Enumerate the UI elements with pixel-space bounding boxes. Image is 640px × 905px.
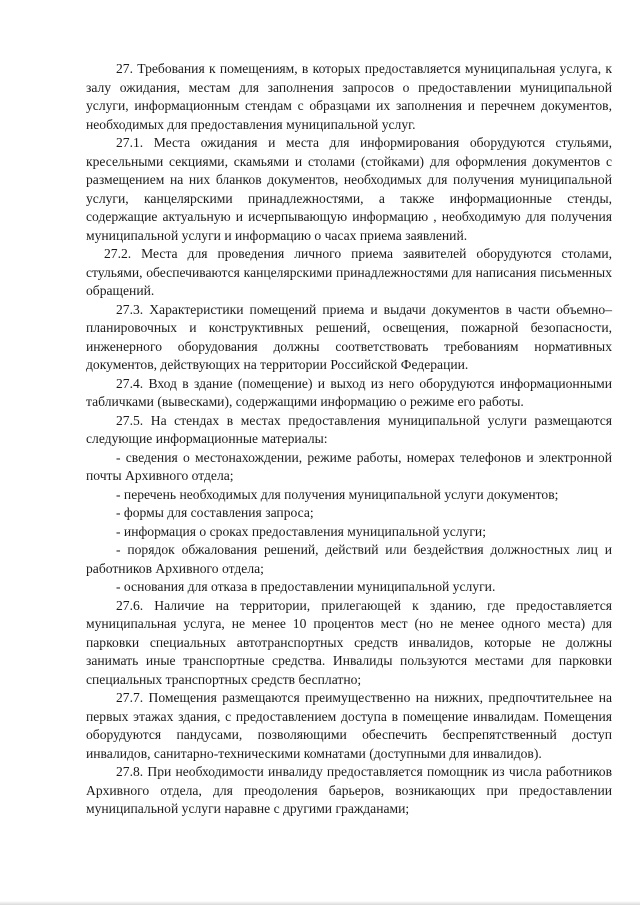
list-item: - формы для составления запроса; [116,505,314,520]
paragraph-27-8: 27.8. При необходимости инвалиду предоставляется помощник из числа работников Архивного отдела, для преодоления барьеров, возникающих при предоставлении муниципальной услуги наравне с другими гражданами; [86,764,612,816]
paragraph-27-7: 27.7. Помещения размещаются преимущественно на нижних, предпочтительнее на первых этажах здания, с предоставлением доступа в помещение инвалидам. Помещения оборудуются пандусами, позволяющими обеспечить беспрепятственный доступ инвалидов, санитарно-техническими комнатами (доступными для инвалидов). [86,690,612,761]
list-item: - информация о сроках предоставления муниципальной услуги; [116,523,486,539]
list-item: - сведения о местонахождении, режиме работы, номерах телефонов и электронной почты Архивного отдела; [86,449,612,483]
paragraph-27-6: 27.6. Наличие на территории, прилегающей к зданию, где предоставляется муниципальная услуга, не менее 10 процентов мест (но не менее одного места) для парковки специальных автотранспортных средств инвалидов, которые не должны занимать иные транспортные средства. Инвалиды пользуются местами для парковки специальных транспортных средств бесплатно; [86,597,612,687]
paragraph-27-1: 27.1. Места ожидания и места для информирования оборудуются стульями, кресельными секциями, скамьями и столами (стойками) для оформления документов с размещением на них бланков документов, необходимых для получения муниципальной услуги, канцелярскими принадлежностями, а также информационные стенды, содержащие актуальную и исчерпывающую информацию , необходимую для получения муниципальной услуги и информацию о часах приема заявлений. [86,135,612,243]
paragraph-27-4: 27.4. Вход в здание (помещение) и выход из него оборудуются информационными табличками (вывесками), содержащими информацию о режиме его работы. [86,375,612,409]
scan-bottom-edge [0,901,640,905]
list-item: - перечень необходимых для получения муниципальной услуги документов; [116,486,559,502]
list-item: - основания для отказа в предоставлении муниципальной услуги. [116,579,496,594]
list-item: - порядок обжалования решений, действий или бездействия должностных лиц и работников Архивного отдела; [86,542,612,576]
paragraph-27-2: 27.2. Места для проведения личного приема заявителей оборудуются столами, стульями, обеспечиваются канцелярскими принадлежностями для написания письменных обращений. [86,246,612,298]
paragraph-27: 27. Требования к помещениям, в которых предоставляется муниципальная услуга, к залу ожидания, местам для заполнения запросов о предоставлении муниципальной услуги, информационным стендам с образцами их заполнения и перечнем документов, необходимых для предоставления муниципальной услуг. [86,61,612,132]
paragraph-27-5: 27.5. На стендах в местах предоставления муниципальной услуги размещаются следующие информационные материалы: [86,412,612,446]
paragraph-27-3: 27.3. Характеристики помещений приема и выдачи документов в части объемно–планировочных и конструктивных решений, освещения, пожарной безопасности, инженерного оборудования должны соответствовать требованиям нормативных документов, действующих на территории Российской Федерации. [86,301,612,372]
